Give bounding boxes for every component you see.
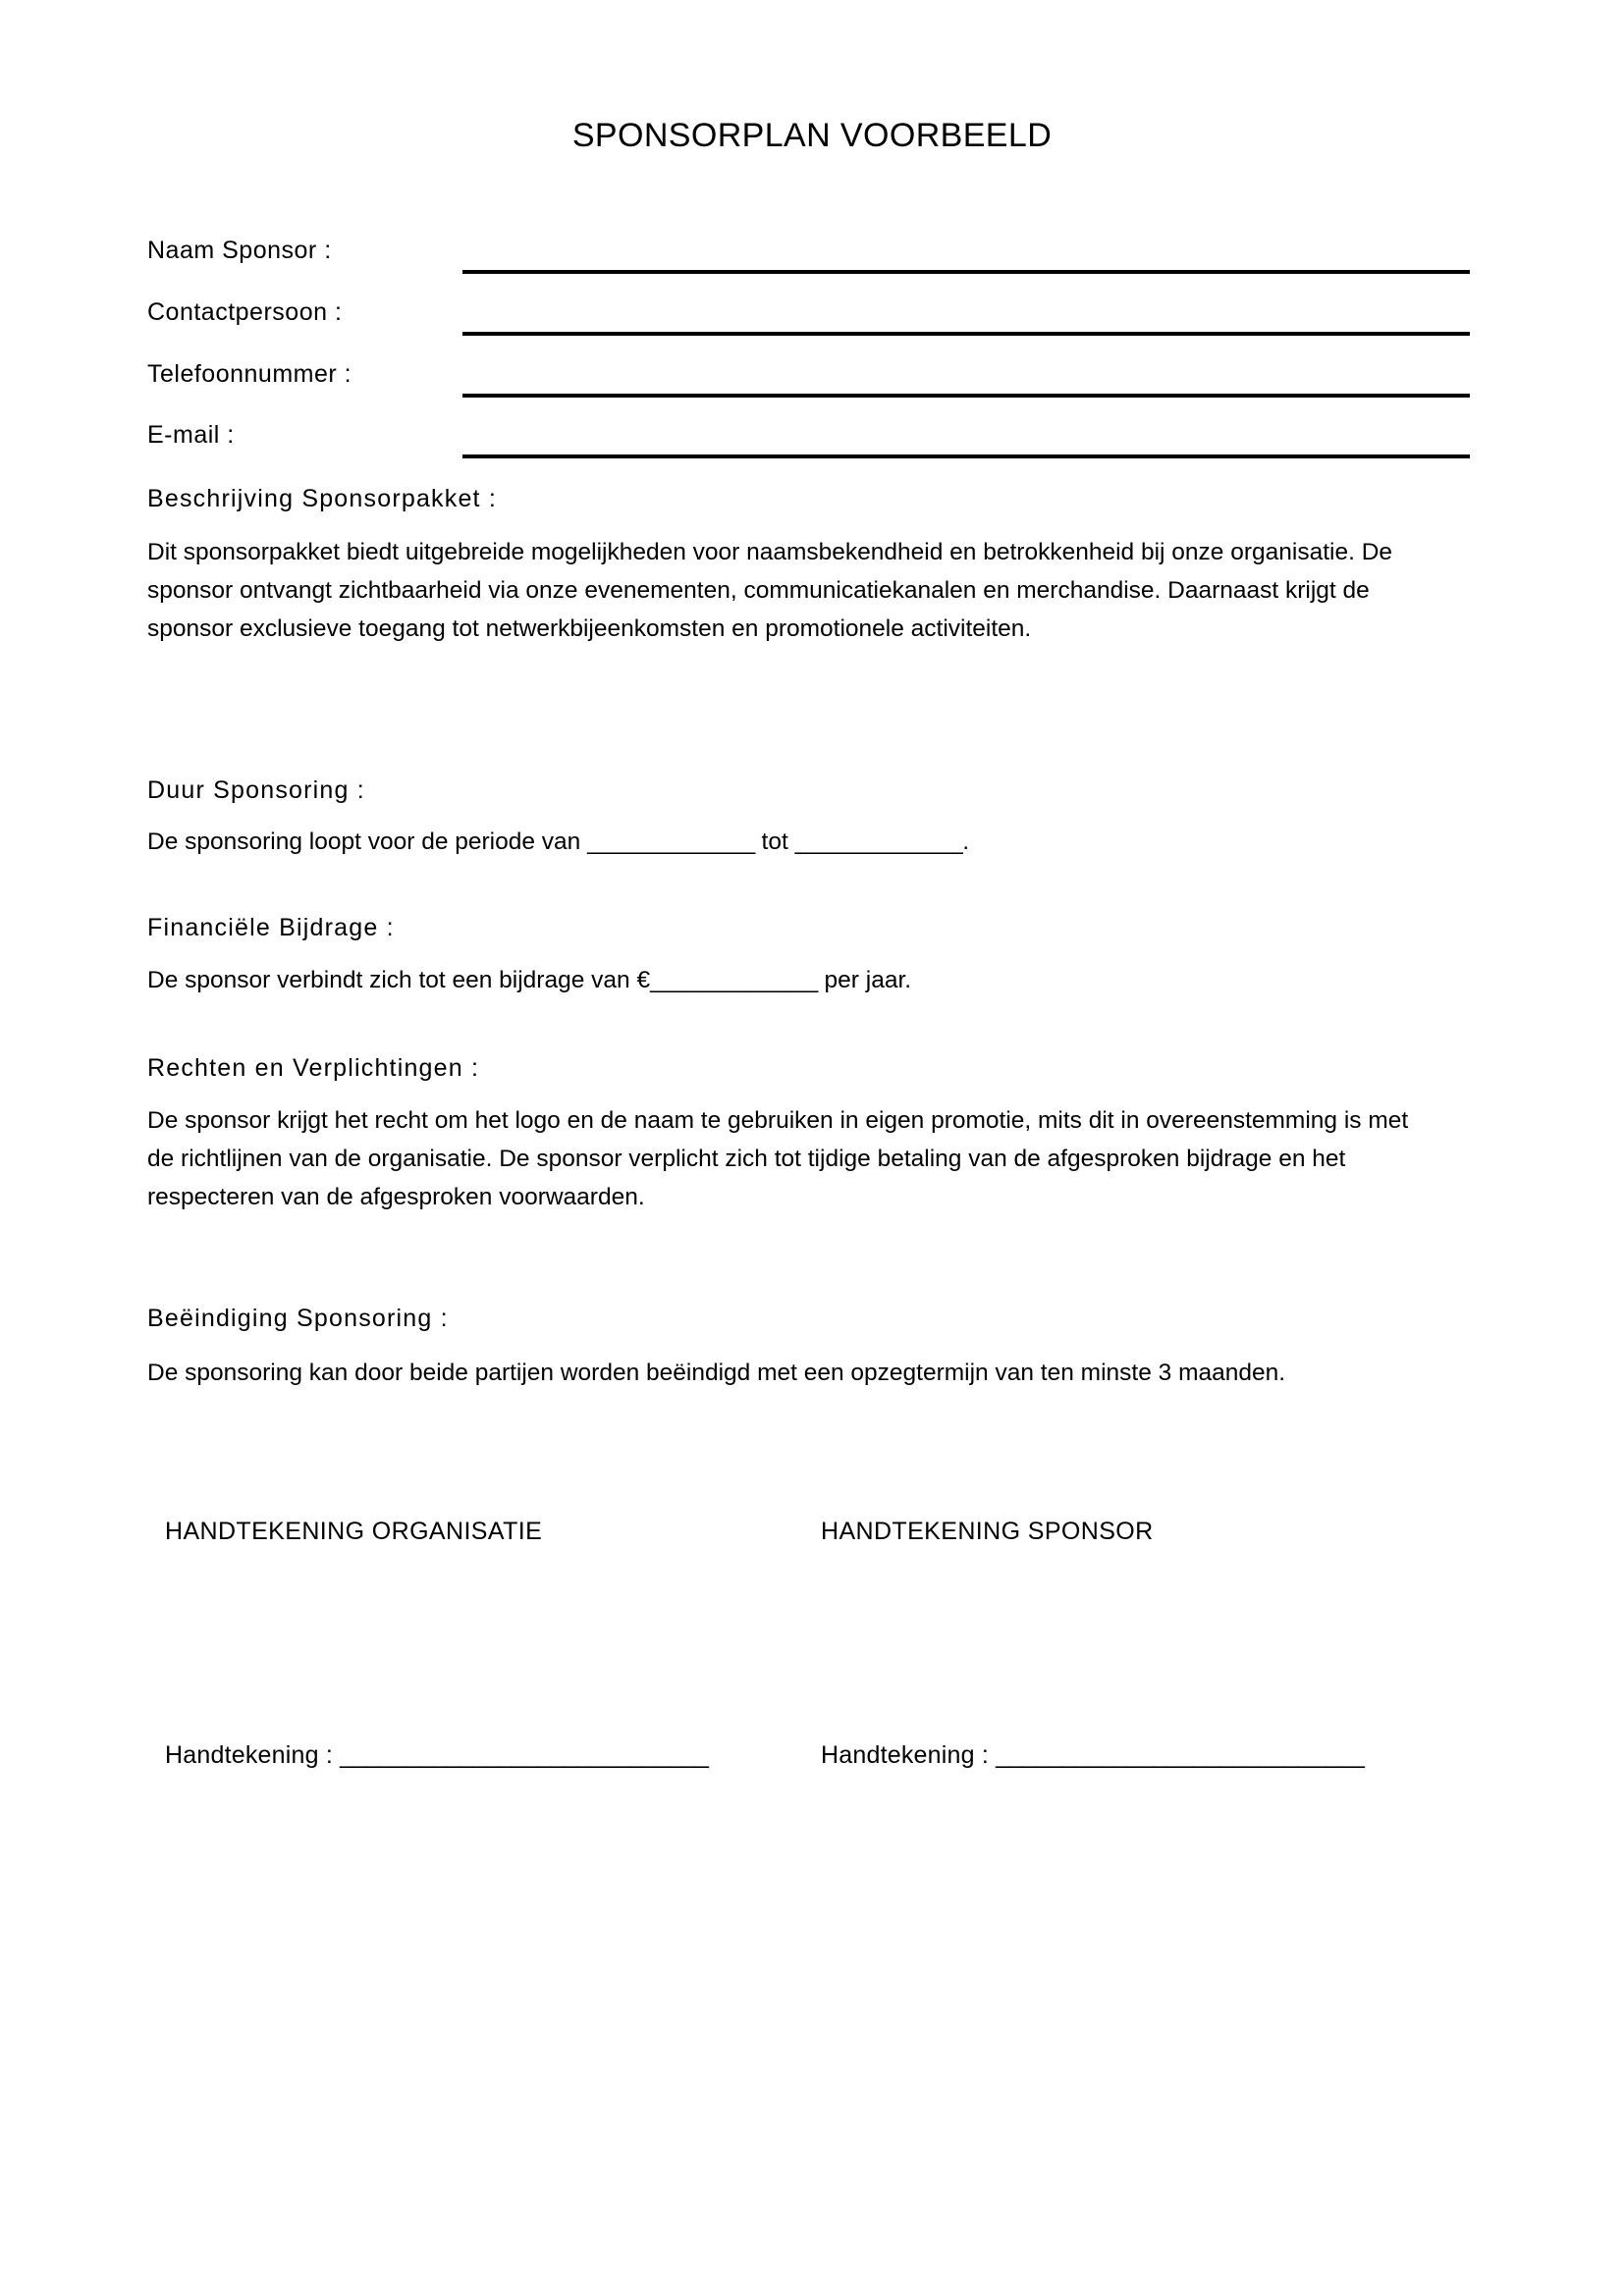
duur-text-middle: tot xyxy=(754,828,795,855)
field-label-telefoonnummer: Telefoonnummer : xyxy=(147,360,352,388)
section-body-rechten-verplichtingen: De sponsor krijgt het recht om het logo en de naam te gebruiken in eigen promotie, mits dit in overeenstemming is met de richtlijnen van de organisatie. De sponsor verplicht zich tot tijdige betaling van de afgesproken bijdrage en het respecteren van de afgesproken voorwaarden. xyxy=(147,1107,1409,1210)
field-row-naam-sponsor xyxy=(147,236,1473,296)
duur-text-prefix: De sponsoring loopt voor de periode van xyxy=(147,828,588,855)
section-body-financiele-bijdrage xyxy=(147,961,911,999)
signature-label-organisatie: Handtekening : xyxy=(165,1741,341,1769)
duur-blank-to[interactable]: _____________ xyxy=(794,828,963,855)
signature-line-sponsor xyxy=(821,1740,1364,1770)
signature-blank-sponsor[interactable]: ____________________________ xyxy=(996,1741,1365,1769)
duur-blank-from[interactable]: _____________ xyxy=(587,828,755,855)
signature-heading-organisatie: HANDTEKENING ORGANISATIE xyxy=(165,1518,543,1545)
section-heading-beschrijving: Beschrijving Sponsorpakket : xyxy=(147,485,497,512)
section-body-beschrijving: Dit sponsorpakket biedt uitgebreide mogelijkheden voor naamsbekendheid en betrokkenheid bij onze organisatie. De sponsor ontvangt zichtbaarheid via onze evenementen, communicatiekanalen en merchandise. Daarnaast krijgt de sponsor exclusieve toegang tot netwerkbijeenkomsten en promotionele activiteiten. xyxy=(147,539,1393,642)
field-label-contactpersoon: Contactpersoon : xyxy=(147,298,343,326)
signature-label-sponsor: Handtekening : xyxy=(821,1741,997,1769)
section-heading-beeindiging: Beëindiging Sponsoring : xyxy=(147,1305,449,1332)
field-label-email: E-mail : xyxy=(147,421,235,449)
section-heading-rechten-verplichtingen: Rechten en Verplichtingen : xyxy=(147,1054,480,1082)
section-body-duur xyxy=(147,823,969,861)
financieel-text-suffix: per jaar. xyxy=(817,967,912,993)
field-rule-naam-sponsor[interactable] xyxy=(462,270,1470,274)
field-rule-telefoonnummer[interactable] xyxy=(462,394,1470,398)
financieel-text-prefix: De sponsor verbindt zich tot een bijdrage van € xyxy=(147,967,651,993)
page-title: SPONSORPLAN VOORBEELD xyxy=(571,117,1053,154)
field-row-email xyxy=(147,420,1473,481)
signature-blank-organisatie[interactable]: ____________________________ xyxy=(340,1741,709,1769)
field-rule-contactpersoon[interactable] xyxy=(462,332,1470,336)
duur-text-suffix: . xyxy=(962,828,970,855)
field-row-telefoonnummer xyxy=(147,359,1473,420)
field-row-contactpersoon xyxy=(147,297,1473,358)
section-heading-financiele-bijdrage: Financiële Bijdrage : xyxy=(147,914,395,941)
financieel-blank-bedrag[interactable]: _____________ xyxy=(650,967,818,993)
signature-line-organisatie xyxy=(165,1740,708,1770)
field-label-naam-sponsor: Naam Sponsor : xyxy=(147,237,332,264)
section-body-beeindiging: De sponsoring kan door beide partijen worden beëindigd met een opzegtermijn van ten minste 3 maanden. xyxy=(147,1360,1286,1386)
field-rule-email[interactable] xyxy=(462,454,1470,458)
signature-heading-sponsor: HANDTEKENING SPONSOR xyxy=(821,1518,1154,1545)
section-heading-duur: Duur Sponsoring : xyxy=(147,776,365,804)
